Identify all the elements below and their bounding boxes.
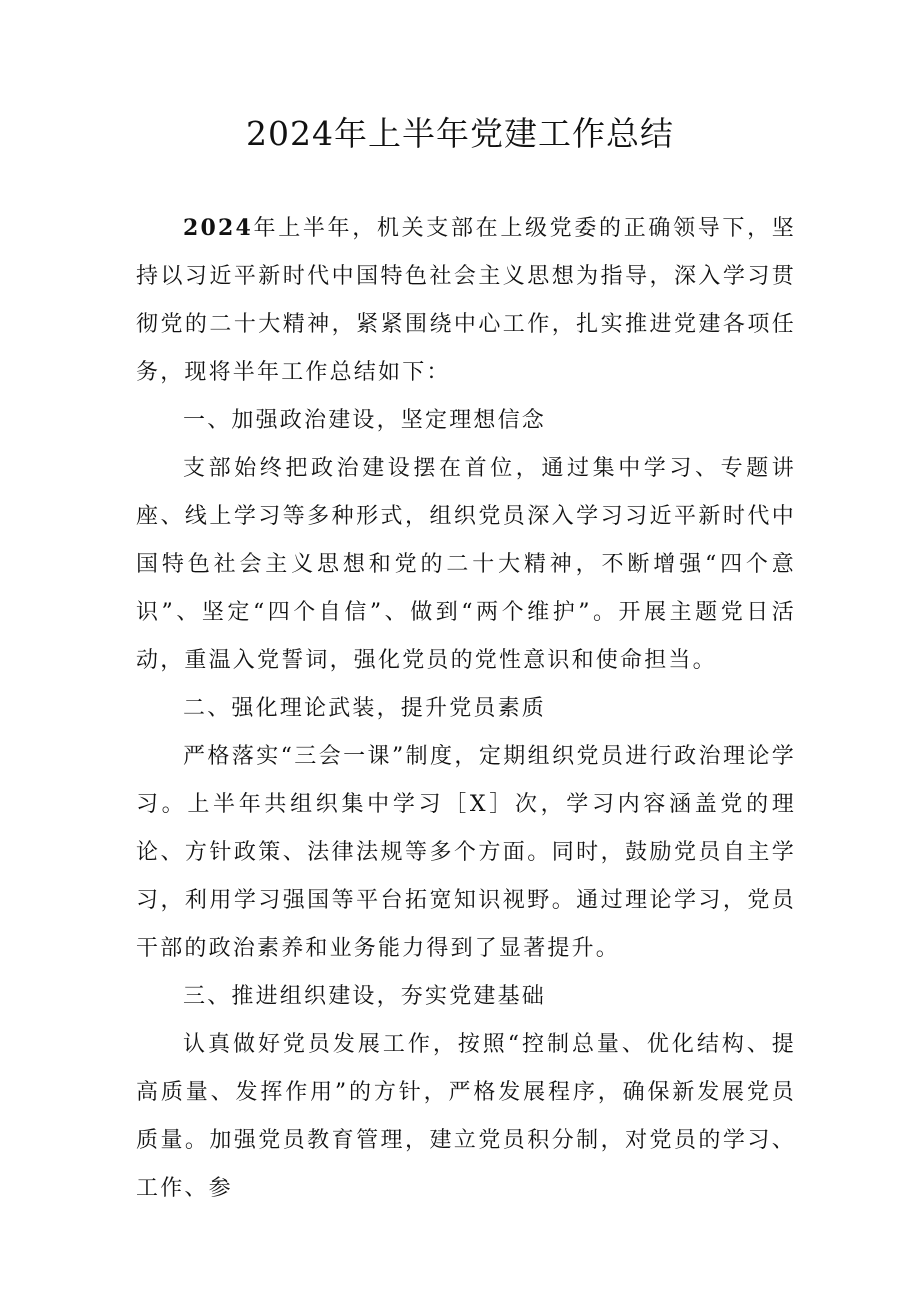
document-title: 2024年上半年党建工作总结 [246, 114, 674, 153]
section-heading-2: 二、强化理论武装，提升党员素质 [183, 696, 547, 721]
section-paragraph-1: 支部始终把政治建设摆在首位，通过集中学习、专题讲座、线上学习等多种形式，组织党员深入学习习近平新时代中国特色社会主义思想和党的二十大精神，不断增强“四个意识”、坚定“四个自信”、做到“两个维护”。开展主题党日活动，重温入党誓词，强化党员的党性意识和使命担当。 [136, 456, 796, 673]
section-paragraph-3: 认真做好党员发展工作，按照“控制总量、优化结构、提高质量、发挥作用”的方针，严格发展程序，确保新发展党员质量。加强党员教育管理，建立党员积分制，对党员的学习、工作、参 [136, 1032, 796, 1201]
section-heading-1: 一、加强政治建设，坚定理想信念 [183, 408, 547, 433]
intro-text: 年上半年，机关支部在上级党委的正确领导下，坚持以习近平新时代中国特色社会主义思想为指导，深入学习贯彻党的二十大精神，紧紧围绕中心工作，扎实推进党建各项任务，现将半年工作总结如下： [136, 216, 796, 385]
section-paragraph-2: 严格落实“三会一课”制度，定期组织党员进行政治理论学习。上半年共组织集中学习［X］次，学习内容涵盖党的理论、方针政策、法律法规等多个方面。同时，鼓励党员自主学习，利用学习强国等平台拓宽知识视野。通过理论学习，党员干部的政治素养和业务能力得到了显著提升。 [136, 744, 796, 961]
section-heading-3: 三、推进组织建设，夯实党建基础 [183, 984, 547, 1009]
intro-paragraph [136, 204, 796, 397]
document-body [136, 204, 796, 1213]
intro-year: 2024 [183, 215, 254, 241]
